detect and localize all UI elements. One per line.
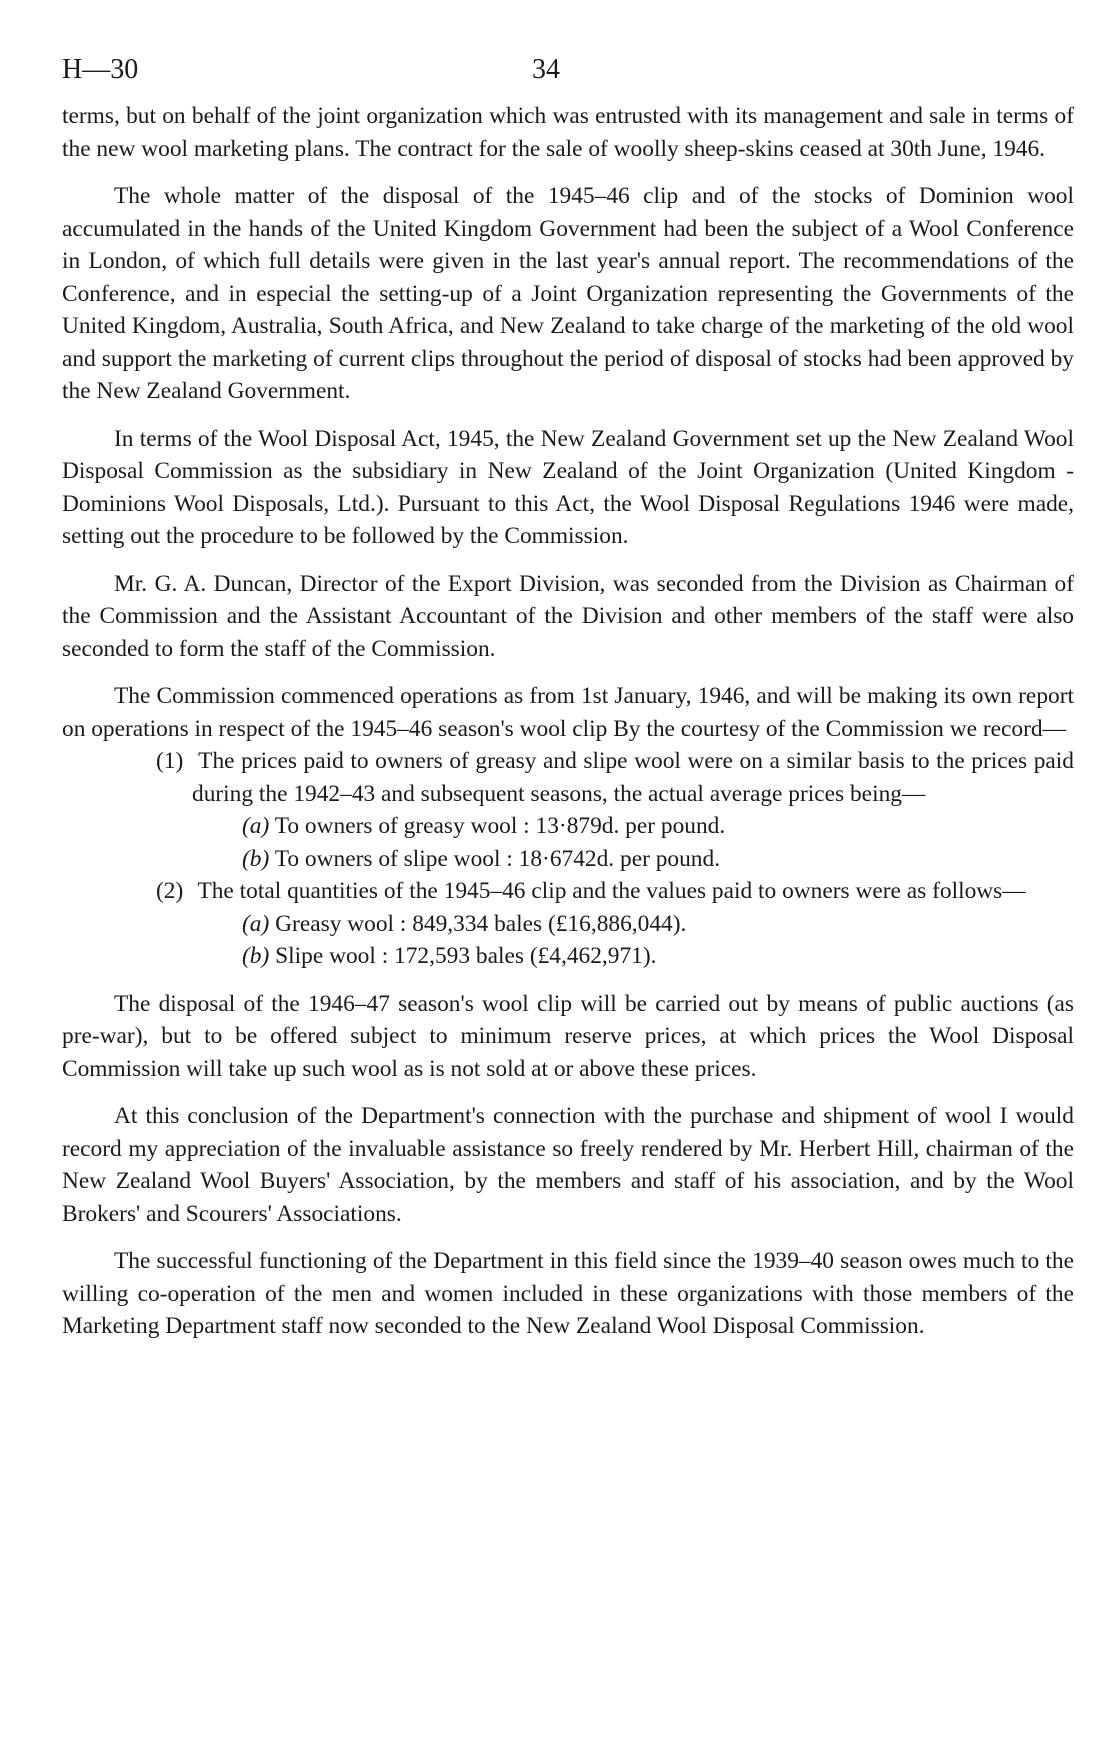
list-item bbox=[62, 745, 1074, 810]
paragraph-1946-47-disposal: The disposal of the 1946–47 season's wool clip will be carried out by means of public auctions (as pre-war), but to be offered subject to minimum reserve prices, at which prices the Wool Disposal Commission will take up such wool as is not sold at or above these prices. bbox=[62, 990, 1074, 1082]
list-item bbox=[62, 875, 1074, 908]
sub-item bbox=[62, 940, 1074, 973]
paragraph-successful-functioning: The successful functioning of the Department in this field since the 1939–40 season owes much to the willing co-operation of the men and women included in these organizations with those members of the Marketing Department staff now seconded to the New Zealand Wool Disposal Commission. bbox=[62, 1248, 1074, 1339]
sub-item-label: (b) bbox=[242, 845, 270, 872]
list-item-number: (2) bbox=[156, 878, 184, 904]
document-page bbox=[62, 54, 1074, 1358]
sub-item-text: Slipe wool : 172,593 bales (£4,462,971). bbox=[275, 943, 657, 969]
paragraph-wool-conference: The whole matter of the disposal of the 1945–46 clip and of the stocks of Dominion wool accumulated in the hands of the United Kingdom Government had been the subject of a Wool Conference in London, of which full details were given in the last year's annual report. The recommendations of the Conference, and in especial the setting-up of a Joint Organization representing the Governments of the United Kingdom, Australia, South Africa, and New Zealand to take charge of the marketing of the old wool and support the marketing of current clips throughout the period of disposal of stocks had been approved by the New Zealand Government. bbox=[62, 183, 1074, 404]
page-header bbox=[62, 54, 1074, 100]
sub-item-text: Greasy wool : 849,334 bales (£16,886,044). bbox=[275, 910, 687, 937]
list-item-text: The total quantities of the 1945–46 clip and the values paid to owners were as follows— bbox=[197, 878, 1026, 904]
sub-item bbox=[62, 843, 1074, 876]
sub-item bbox=[62, 908, 1074, 941]
sub-item-label: (b) bbox=[242, 943, 270, 969]
document-reference: H—30 bbox=[62, 54, 139, 85]
paragraph-commission-staff: Mr. G. A. Duncan, Director of the Export Division, was seconded from the Division as Chairman of the Commission and the Assistant Accountant of the Division and other members of the staff were also seconded to form the staff of the Commission. bbox=[62, 570, 1074, 662]
sub-item bbox=[62, 810, 1074, 843]
sub-item-label: (a) bbox=[242, 813, 270, 839]
sub-item-text: To owners of greasy wool : 13·879d. per pound. bbox=[274, 813, 726, 839]
list-item-number: (1) bbox=[156, 748, 184, 774]
paragraph-appreciation: At this conclusion of the Department's connection with the purchase and shipment of wool I would record my appreciation of the invaluable assistance so freely rendered by Mr. Herbert Hill, chairman of the New Zealand Wool Buyers' Association, by the members and staff of his association, and by the Wool Brokers' and Scourers' Associations. bbox=[62, 1103, 1074, 1227]
spacer bbox=[62, 973, 1074, 988]
document-body bbox=[62, 100, 1074, 1343]
page-number: 34 bbox=[532, 54, 560, 85]
sub-item-label: (a) bbox=[242, 910, 270, 937]
sub-item-text: To owners of slipe wool : 18·6742d. per pound. bbox=[274, 845, 721, 872]
list-item-text: The prices paid to owners of greasy and slipe wool were on a similar basis to the prices paid during the 1942–43 and subsequent seasons, the actual average prices being— bbox=[192, 748, 1074, 807]
paragraph-continuation: terms, but on behalf of the joint organization which was entrusted with its management and sale in terms of the new wool marketing plans. The contract for the sale of woolly sheep-skins ceased at 30th June, 1946. bbox=[62, 103, 1074, 162]
record-list bbox=[62, 745, 1074, 973]
paragraph-commission-operations: The Commission commenced operations as from 1st January, 1946, and will be making its own report on operations in respect of the 1945–46 season's wool clip By the courtesy of the Commission we record— bbox=[62, 683, 1074, 742]
paragraph-wool-disposal-act: In terms of the Wool Disposal Act, 1945, the New Zealand Government set up the New Zealand Wool Disposal Commission as the subsidiary in New Zealand of the Joint Organization (United Kingdom - Dominions Wool Disposals, Ltd.). Pursuant to this Act, the Wool Disposal Regulations 1946 were made, setting out the procedure to be followed by the Commission. bbox=[62, 425, 1074, 549]
